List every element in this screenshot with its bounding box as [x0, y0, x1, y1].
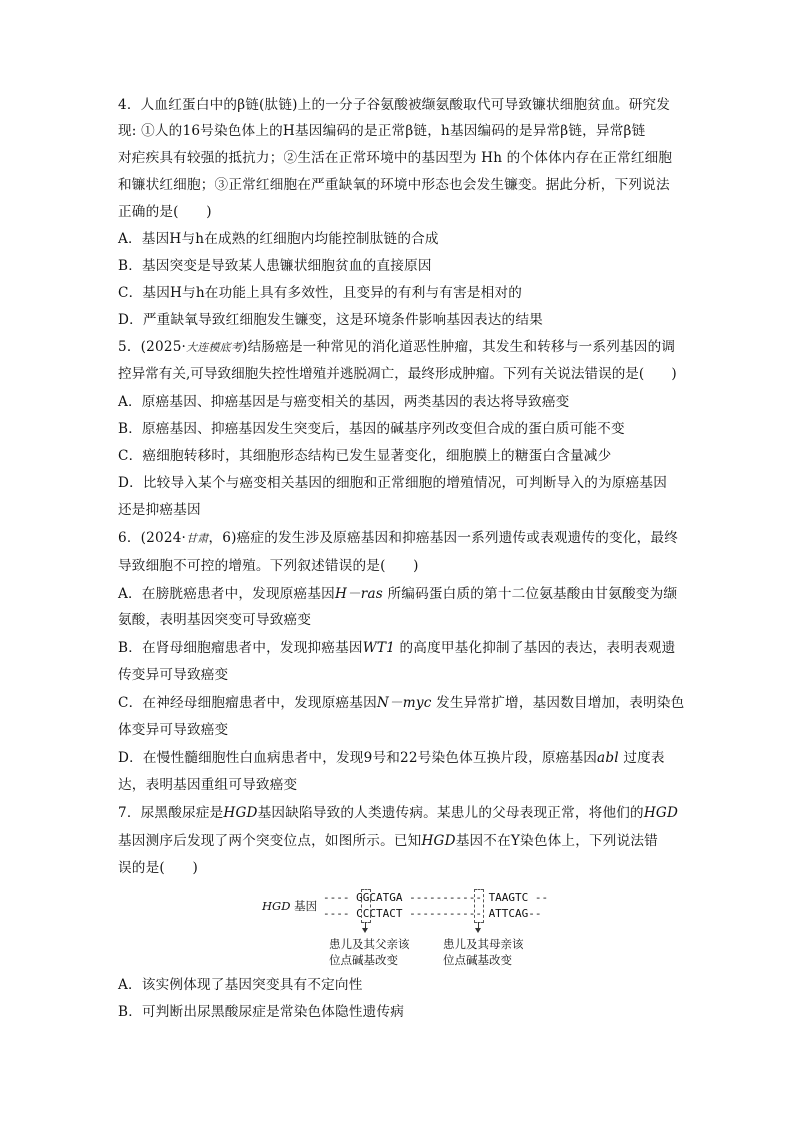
q6-option-d-text-2: 过度表 — [618, 750, 665, 766]
q4-stem-line-5: 正确的是( ) — [118, 204, 212, 220]
q7-stem-text-3: 基因测序后发现了两个突变位点，如图所示。已知 — [118, 833, 422, 849]
q4-stem-line-3: 对疟疾具有较强的抵抗力；②生活在正常环境中的基因型为 Hh 的个体体内存在正常红细胞 — [118, 150, 673, 166]
q4-option-a: A．基因H与h在成熟的红细胞内均能控制肽链的合成 — [118, 231, 439, 247]
figure-gene-word: 基因 — [290, 899, 318, 913]
q7-stem-text-2: 基因缺陷导致的人类遗传病。某患儿的父母表现正常，将他们的 — [257, 805, 644, 821]
q6-option-b-text: B．在肾母细胞瘤患者中，发现抑癌基因 — [118, 640, 363, 656]
q6-option-c-line-2: 体变异可导致癌变 — [118, 722, 229, 738]
q6-option-a-text-2: 所编码蛋白质的第十二位氨基酸由甘氨酸变为缬 — [382, 586, 678, 602]
q6-option-b-text-2: 的高度甲基化抑制了基因的表达，表明表观遗 — [394, 640, 676, 656]
q7-option-a: A．该实例体现了基因突变具有不定向性 — [118, 977, 363, 993]
note-left-line-2: 位点碱基改变 — [329, 953, 398, 967]
dna-strand-top: ---- GGCATGA ----------- TAAGTC -- — [323, 891, 549, 904]
figure-gene-name: HGD — [262, 899, 291, 913]
q4-option-b: B．基因突变是导致某人患镰状细胞贫血的直接原因 — [118, 258, 432, 274]
q6-option-c-text-2: 发生异常扩增，基因数目增加，表明染色 — [431, 695, 685, 711]
q6-source: 甘肃 — [186, 532, 209, 545]
q6-stem-line-1 — [118, 529, 678, 548]
q7-gene-3: HGD — [421, 833, 456, 849]
q4-option-d: D．严重缺氧导致红细胞发生镰变，这是环境条件影响基因表达的结果 — [118, 312, 543, 328]
q6-option-a-line-2: 氨酸，表明基因突变可导致癌变 — [118, 612, 312, 628]
q5-number: 5．(2025· — [118, 339, 187, 355]
mutation-site-left-box — [361, 889, 371, 923]
q6-option-d-gene: abl — [597, 750, 619, 766]
q6-option-a-text: A．在膀胱癌患者中，发现原癌基因 — [118, 586, 335, 602]
q6-option-b-gene: WT1 — [362, 640, 395, 656]
q7-stem-line-1 — [118, 804, 678, 822]
note-left-line-1: 患儿及其父亲该 — [329, 937, 410, 951]
q7-stem-line-3: 误的是( ) — [118, 860, 198, 876]
mutation-site-right-box — [474, 889, 484, 923]
q7-stem-text: 7．尿黑酸尿症是 — [118, 805, 224, 821]
q7-stem-line-2 — [118, 832, 658, 850]
q5-option-b: B．原癌基因、抑癌基因发生突变后，基因的碱基序列改变但合成的蛋白质可能不变 — [118, 421, 625, 437]
q4-stem-line-1: 4．人血红蛋白中的β链(肽链)上的一分子谷氨酸被缬氨酸取代可导致镰状细胞贫血。研究发 — [118, 97, 671, 113]
q6-option-c-line-1 — [118, 694, 684, 712]
note-right-line-2: 位点碱基改变 — [443, 953, 512, 967]
q7-gene-2: HGD — [643, 805, 679, 821]
q7-option-b: B．可判断出尿黑酸尿症是常染色体隐性遗传病 — [118, 1004, 405, 1020]
q5-source: 大连模底考 — [186, 341, 243, 354]
q6-option-d-line-1 — [118, 749, 665, 767]
q6-option-a-gene: H－ras — [334, 586, 383, 602]
figure-gene-label — [262, 898, 317, 914]
q6-option-c-text: C．在神经母细胞瘤患者中，发现原癌基因 — [118, 695, 377, 711]
q5-stem-line-2: 控异常有关,可导致细胞失控性增殖并逃脱凋亡，最终形成肿瘤。下列有关说法错误的是( ) — [118, 366, 677, 382]
q6-option-d-line-2: 达，表明基因重组可导致癌变 — [118, 777, 298, 793]
q6-option-b-line-2: 传变异可导致癌变 — [118, 667, 229, 683]
q6-option-b-line-1 — [118, 639, 675, 657]
q5-option-c: C．癌细胞转移时，其细胞形态结构已发生显著变化，细胞膜上的糖蛋白含量减少 — [118, 448, 612, 464]
q5-option-a: A．原癌基因、抑癌基因是与癌变相关的基因，两类基因的表达将导致癌变 — [118, 394, 570, 410]
q6-stem-text: ，6)癌症的发生涉及原癌基因和抑癌基因一系列遗传或表观遗传的变化，最终 — [208, 530, 679, 546]
note-right-line-1: 患儿及其母亲该 — [443, 937, 524, 951]
q6-stem-line-2: 导致细胞不可控的增殖。下列叙述错误的是( ) — [118, 558, 419, 574]
q6-option-d-text: D．在慢性髓细胞性白血病患者中，发现9号和22号染色体互换片段，原癌基因 — [118, 750, 598, 766]
arrow-right-head — [475, 928, 481, 933]
q5-option-d-line-1: D．比较导入某个与癌变相关基因的细胞和正常细胞的增殖情况，可判断导入的为原癌基因 — [118, 475, 668, 491]
q5-option-d-line-2: 还是抑癌基因 — [118, 502, 201, 518]
q6-option-c-gene: N－myc — [376, 695, 432, 711]
q7-stem-text-4: 基因不在Y染色体上，下列说法错 — [455, 833, 658, 849]
q7-gene: HGD — [223, 805, 258, 821]
q6-option-a-line-1 — [118, 585, 677, 603]
arrow-left-head — [362, 928, 368, 933]
q5-stem-line-1 — [118, 338, 675, 357]
q6-number: 6．(2024· — [118, 530, 187, 546]
q4-option-c: C．基因H与h在功能上具有多效性，且变异的有利与有害是相对的 — [118, 285, 523, 301]
dna-strand-bottom: ---- CCCTACT ----------- ATTCAG-- — [323, 907, 542, 920]
q5-stem-text: )结肠癌是一种常见的消化道恶性肿瘤，其发生和转移与一系列基因的调 — [242, 339, 676, 355]
q4-stem-line-2: 现: ①人的16号染色体上的H基因编码的是正常β链，h基因编码的是异常β链，异常β链 — [118, 123, 646, 139]
q4-stem-line-4: 和镰状红细胞；③正常红细胞在严重缺氧的环境中形态也会发生镰变。据此分析，下列说法 — [118, 177, 670, 193]
